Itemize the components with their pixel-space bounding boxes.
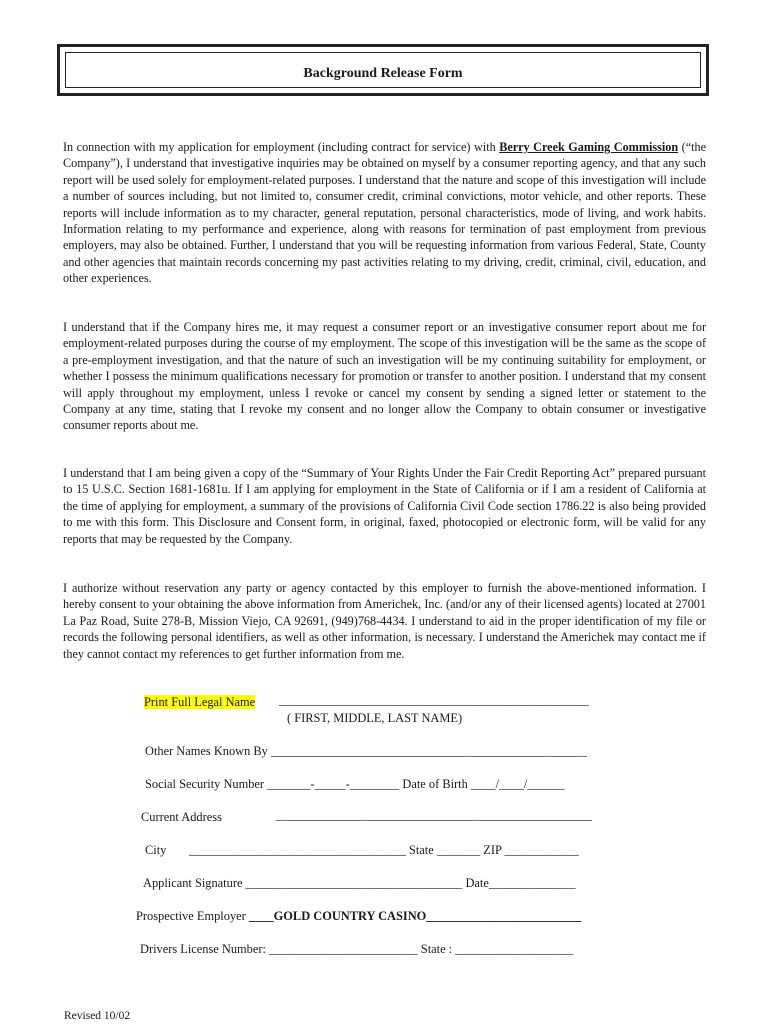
full-legal-name-label: Print Full Legal Name — [144, 695, 256, 709]
applicant-signature-field[interactable]: Applicant Signature ___________________________________ Date______________ — [143, 876, 576, 890]
paragraph-3: I understand that I am being given a copy of the “Summary of Your Rights Under the Fair Credit Reporting Act” prepared pursuant to 15 U.S.C. Section 1681-1681u. If I am applying for employment in the State of California or if I am a resident of California at the time of applying for employment, a summary of the provisions of California Civil Code section 1786.22 is also being provided to me with this form. This Disclosure and Consent form, in original, faxed, photocopied or electronic form, will be valid for any reports that may be requested by the Company. — [63, 466, 706, 546]
title-box — [57, 44, 709, 96]
current-address-label: Current Address — [141, 810, 222, 824]
paragraph-1-intro: In connection with my application for employment (including contract for service) with — [63, 140, 500, 154]
title-inner-border — [65, 52, 701, 88]
form-title: Background Release Form — [303, 66, 463, 81]
prospective-employer-field — [136, 909, 581, 924]
company-name: Berry Creek Gaming Commission — [499, 140, 679, 154]
full-legal-name-line[interactable]: __________________________________________________ — [279, 693, 589, 707]
revision-note: Revised 10/02 — [64, 1010, 131, 1022]
paragraph-2: I understand that if the Company hires me, it may request a consumer report or an investigative consumer report about me for employment-related purposes during the course of my employment. The scope of this investigation will be the same as the scope of a pre-employment investigation, and that the nature of such an investigation will be my continuing suitability for employment, or whether I possess the minimum qualifications necessary for promotion or transfer to another position. I understand that my consent will apply throughout my employment, unless I revoke or cancel my consent by sending a signed letter or statement to the Company at any time, stating that I revoke my consent and no longer allow the Company to obtain consumer or investigative consumer reports about me. — [63, 320, 706, 433]
paragraph-4: I authorize without reservation any party or agency contacted by this employer to furnish the above-mentioned information. I hereby consent to your obtaining the above information from Americhek, Inc. (and/or any of their licensed agents) located at 27001 La Paz Road, Suite 278-B, Mission Viejo, CA 92691, (949)768-4434. I understand to aid in the proper identification of my file or records the following personal identifiers, as well as other information, is necessary. I understand the Americhek may contact me if they cannot contact my references to get further information from me. — [63, 581, 706, 661]
name-format-hint: ( FIRST, MIDDLE, LAST NAME) — [287, 711, 463, 725]
city-state-zip-field[interactable]: ___________________________________ State _______ ZIP ____________ — [189, 843, 579, 857]
ssn-dob-field[interactable]: Social Security Number _______-_____-________ Date of Birth ____/____/______ — [145, 777, 565, 791]
city-label: City — [145, 843, 167, 857]
paragraph-1-body: (“the Company”), I understand that investigative inquiries may be obtained on myself by a consumer reporting agency, and that any such report will be used solely for employment-related purposes. I understand that the nature and scope of this investigation will include a number of sources including, but not limited to, consumer credit, criminal convictions, motor vehicle, and other reports. These reports will include information as to my character, general reputation, personal characteristics, mode of living, and work habits. Information relating to my performance and experience, along with reasons for termination of past employment from previous employers, may also be obtained. Further, I understand that you will be requesting information from various Federal, State, County and other agencies that maintain records concerning my past activities relating to my driving, credit, criminal, civil, education, and other experiences. — [63, 140, 707, 286]
other-names-field[interactable]: Other Names Known By ___________________________________________________ — [145, 744, 587, 758]
drivers-license-field[interactable]: Drivers License Number: ________________________ State : ___________________ — [140, 942, 573, 956]
paragraph-1 — [63, 139, 706, 287]
prospective-employer-value: ____GOLD COUNTRY CASINO_________________________ — [248, 909, 582, 923]
current-address-line[interactable]: ___________________________________________________ — [276, 808, 592, 822]
prospective-employer-label: Prospective Employer — [136, 909, 249, 923]
